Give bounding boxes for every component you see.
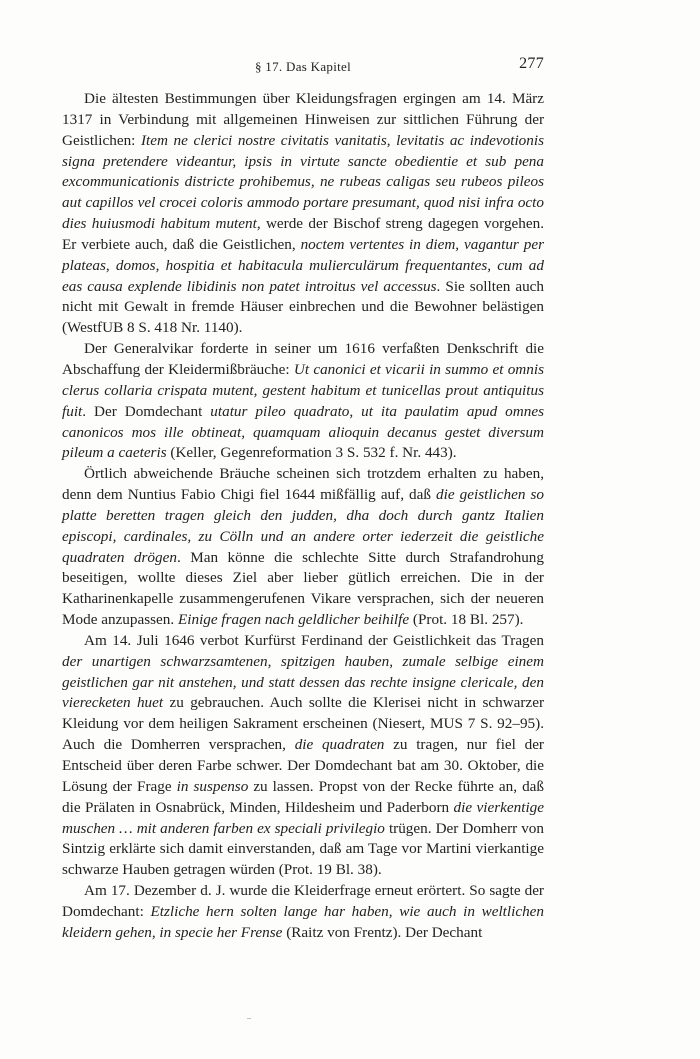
text-segment: (Prot. 18 Bl. 257). xyxy=(409,611,524,629)
quotation-italic: Etzliche hern solten lange har haben, wie auch in weltlichen kleidern gehen, in specie her Frense xyxy=(62,902,544,941)
quotation-italic: die quadraten xyxy=(294,736,385,754)
text-segment: zu gebrauchen. Auch sollte die Klerisei nicht in schwarzer Kleidung vor dem heiligen Sakrament erscheinen (Niesert, MUS 7 S. 92–95). Auch die Domherren versprachen, xyxy=(62,694,545,754)
body-text xyxy=(62,89,544,944)
text-segment: zu lassen. Propst von der Recke führte an, daß die Prälaten in Osnabrück, Minden, Hildesheim und Paderborn xyxy=(62,777,544,816)
text-segment: , werde der Bischof streng dagegen vorgehen. Er verbiete auch, daß die Geistlichen, xyxy=(62,215,545,253)
running-header xyxy=(62,55,544,78)
quotation-italic: die vierkentige muschen … mit anderen farben ex speciali privilegio xyxy=(62,798,545,837)
text-segment: . Sie sollten auch nicht mit Gewalt in fremde Häuser einbrechen und die Bewohner belästigen (WestfUB 8 S. 418 Nr. 1140). xyxy=(62,277,544,337)
text-segment: Am 17. Dezember d. J. wurde die Kleiderfrage erneut erörtert. So sagte der Domdechant: xyxy=(62,882,544,920)
page-number: 277 xyxy=(519,55,544,72)
quotation-italic: Ut canonici et vicarii in summo et omnis clerus collaria crispata mutent, gestent habitum et tunicellas prout antiquitus fuit xyxy=(62,360,544,420)
text-segment: Die ältesten Bestimmungen über Kleidungsfragen ergingen am 14. März 1317 in Verbindung mit allgemeinen Hinweisen zur sittlichen Führung der Geistlichen: xyxy=(62,90,544,149)
text-segment: . Man könne die schlechte Sitte durch Strafandrohung beseitigen, wollte dieses Ziel aber lieber gütlich erreichen. Die in der Katharinenkapelle zusammengerufenen Vikare versprachen, sich der neueren Mode anzupassen. xyxy=(62,548,544,629)
paragraph xyxy=(62,464,544,631)
paragraph xyxy=(62,339,544,464)
text-segment: trügen. Der Domherr von Sintzig erklärte sich damit einverstanden, daß am Tage vor Martini vierkantige schwarze Hauben getragen würden (Prot. 19 Bl. 38). xyxy=(62,819,544,879)
paragraph xyxy=(62,89,544,339)
text-segment: . Der Domdechant xyxy=(82,402,211,420)
quotation-italic: Item ne clerici nostre civitatis vanitatis, levitatis ac indevotionis signa pretendere videantur, ipsis in virtute sancte obedientie et sub pena excommunicationis districte prohibemus, ne rubeas caligas seu rubeos pileos aut capillos vel crocei coloris ammodo portare presumant, quod nisi infra octo dies huiusmodi habitum mutent xyxy=(62,131,544,233)
text-segment: (Keller, Gegenreformation 3 S. 532 f. Nr. 443). xyxy=(166,444,457,462)
quotation-italic: der unartigen schwarzsamtenen, spitzigen hauben, zumale selbige einem geistlichen gar nit anstehen, und statt dessen das rechte insigne clericale, den vierecketen huet xyxy=(62,652,544,712)
quotation-italic: in suspenso xyxy=(176,777,249,795)
quotation-italic: utatur pileo quadrato, ut ita paulatim apud omnes canonicos mos ille obtineat, quamquam alioquin decanus gestet diversum pileum a caeteris xyxy=(62,402,544,462)
quotation-italic: noctem vertentes in diem, vagantur per plateas, domos, hospitia et habitacula mulierculärum frequentantes, cum ad eas causa explende libidinis non patet introitus vel accessus xyxy=(62,235,544,295)
text-segment: (Raitz von Frentz). Der Dechant xyxy=(282,923,483,941)
text-segment: Örtlich abweichende Bräuche scheinen sich trotzdem erhalten zu haben, denn dem Nuntius Fabio Chigi fiel 1644 mißfällig auf, daß xyxy=(62,465,544,504)
quotation-italic: Einige fragen nach geldlicher beihilfe xyxy=(177,611,410,629)
text-segment: Der Generalvikar forderte in seiner um 1616 verfaßten Denkschrift die Abschaffung der Kleidermißbräuche: xyxy=(62,340,544,378)
footer-mark: – xyxy=(247,1013,251,1022)
quotation-italic: die geistlichen so platte beretten tragen gleich den judden, dha doch durch gantz Italien episcopi, cardinales, zu Cölln und an andere orter iederzeit die geistliche quadraten drögen xyxy=(62,486,544,566)
paragraph xyxy=(62,881,544,944)
paragraph xyxy=(62,631,544,881)
text-segment: zu tragen, nur fiel der Entscheid über deren Farbe schwer. Der Domdechant bat am 30. Oktober, die Lösung der Frage xyxy=(62,736,544,795)
text-segment: Am 14. Juli 1646 verbot Kurfürst Ferdinand der Geistlichkeit das Tragen xyxy=(84,631,544,649)
running-title: § 17. Das Kapitel xyxy=(254,59,352,74)
